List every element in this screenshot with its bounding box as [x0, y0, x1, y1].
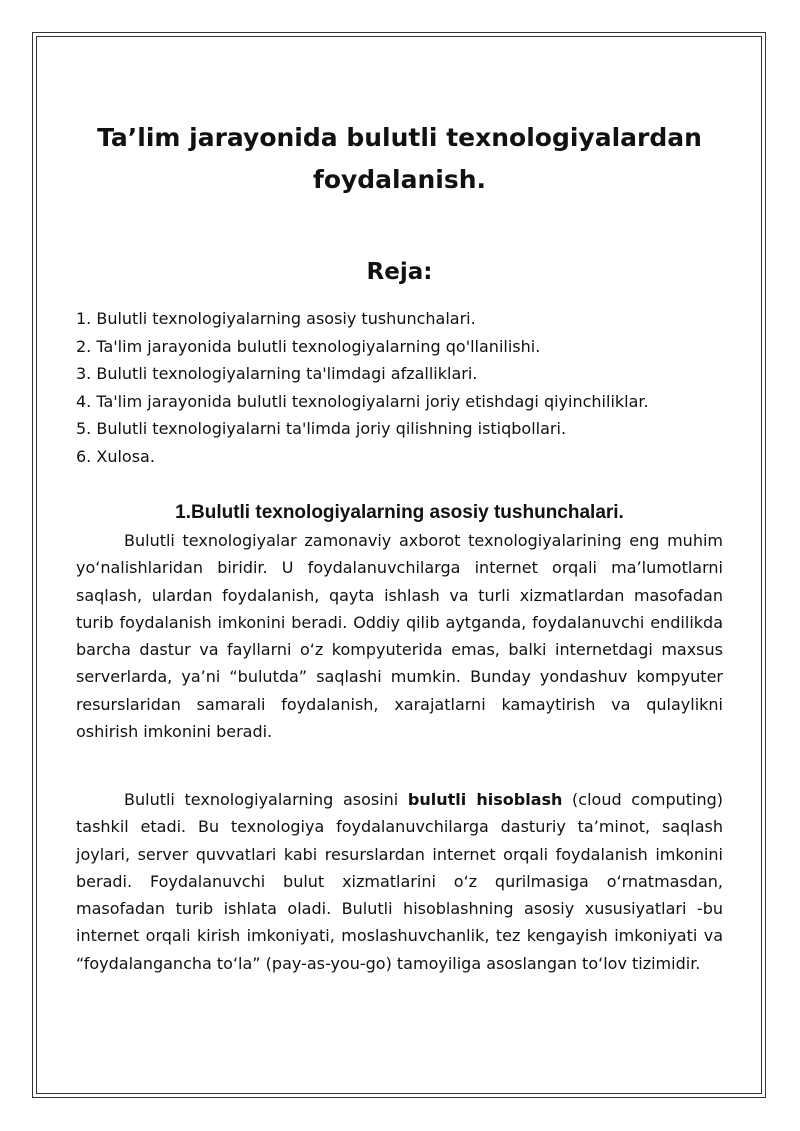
paragraph: Bulutli texnologiyalar zamonaviy axborot texnologiyalarining eng muhim yo‘nalishlaridan biridir. U foydalanuvchilarga internet orqali ma’lumotlarni saqlash, ulardan foydalanish, qayta ishlash va turli xizmatlardan masofadan turib foydalanish imkonini beradi. Oddiy qilib aytganda, foydalanuvchi endilikda barcha dastur va fayllarni o‘z kompyuterida emas, balki internetdagi maxsus serverlarda, ya’ni “bulutda” saqlashi mumkin. Bunday yondashuv kompyuter resurslaridan samarali foydalanish, xarajatlarni kamaytirish va qulaylikni oshirish imkonini beradi.: [76, 531, 723, 742]
plan-item: 1. Bulutli texnologiyalarning asosiy tushunchalari.: [76, 309, 476, 328]
plan-item: 6. Xulosa.: [76, 446, 155, 466]
plan-list: [76, 305, 723, 470]
plan-item: 4. Ta'lim jarayonida bulutli texnologiyalarni joriy etishdagi qiyinchiliklar.: [76, 391, 649, 411]
plan-item: 2. Ta'lim jarayonida bulutli texnologiyalarning qo'llanilishi.: [76, 336, 541, 356]
paragraph: [76, 786, 723, 977]
bold-term: bulutli hisoblash: [407, 790, 563, 809]
plan-heading: Reja:: [366, 259, 433, 285]
plan-item: 3. Bulutli texnologiyalarning ta'limdagi afzalliklari.: [76, 364, 478, 383]
section-heading: 1.Bulutli texnologiyalarning asosiy tushunchalari.: [175, 502, 624, 523]
paragraph-text: Bulutli texnologiyalarning asosini: [124, 790, 408, 809]
paragraph-text: (cloud computing) tashkil etadi. Bu texnologiya foydalanuvchilarga dasturiy ta’minot, saqlash joylari, server quvvatlari kabi resurslardan internet orqali foydalanish imkonini beradi. Foydalanuvchi bulut xizmatlarini o‘z qurilmasiga o‘rnatmasdan, masofadan turib ishlata oladi. Bulutli hisoblashning asosiy xususiyatlari -bu internet orqali kirish imkoniyati, moslashuvchanlik, tez kengayish imkoniyati va “foydalangancha to‘la” (pay-as-you-go) tamoyiliga asoslangan to‘lov tizimidir.: [76, 790, 723, 973]
document-title: Ta’lim jarayonida bulutli texnologiyalardan foydalanish.: [97, 123, 702, 194]
plan-item: 5. Bulutli texnologiyalarni ta'limda joriy qilishning istiqbollari.: [76, 419, 567, 438]
